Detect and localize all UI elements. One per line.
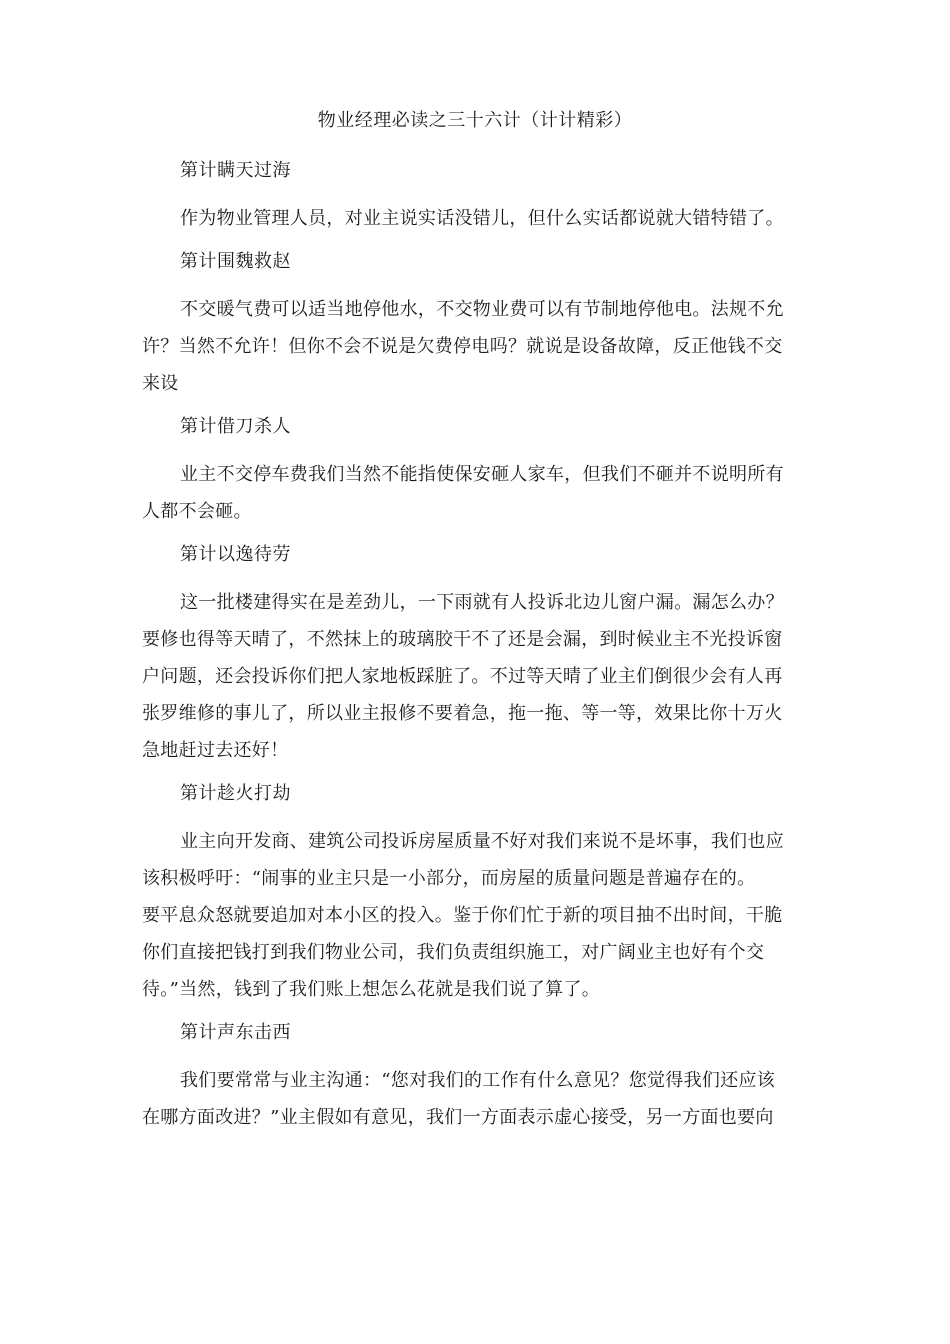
section [142, 540, 818, 779]
document-title: 物业经理必读之三十六计（计计精彩） [317, 110, 633, 131]
section-heading: 第计以逸待劳 [180, 544, 291, 565]
paragraph-line: 业主向开发商、建筑公司投诉房屋质量不好对我们来说不是坏事，我们也应 [180, 831, 784, 852]
paragraph-line: 你们直接把钱打到我们物业公司，我们负责组织施工，对广阔业主也好有个交 [142, 942, 765, 963]
paragraph-line: 许？当然不允许！但你不会不说是欠费停电吗？就说是设备故障，反正他钱不交 [142, 336, 783, 357]
section-paragraph [142, 456, 818, 530]
section-paragraph [142, 584, 818, 769]
paragraph-line: 张罗维修的事儿了，所以业主报修不要着急，拖一拖、等一等，效果比你十万火 [142, 703, 783, 724]
section-heading: 第计围魏救赵 [180, 251, 291, 272]
section [142, 156, 818, 247]
section-heading: 第计趁火打劫 [180, 783, 291, 804]
section-paragraph [142, 1062, 818, 1136]
section [142, 779, 818, 1018]
section-paragraph [142, 291, 818, 402]
paragraph-line: 待。”当然，钱到了我们账上想怎么花就是我们说了算了。 [142, 979, 600, 1000]
paragraph-line: 不交暖气费可以适当地停他水，不交物业费可以有节制地停他电。法规不允 [180, 299, 784, 320]
section-heading: 第计声东击西 [180, 1022, 291, 1043]
section-heading: 第计借刀杀人 [180, 416, 291, 437]
paragraph-line: 这一批楼建得实在是差劲儿，一下雨就有人投诉北边儿窗户漏。漏怎么办？ [180, 592, 784, 613]
paragraph-line: 该积极呼吁：“闹事的业主只是一小部分，而房屋的质量问题是普遍存在的。 [142, 868, 756, 889]
section [142, 1018, 818, 1136]
paragraph-line: 人都不会砸。 [142, 501, 252, 522]
paragraph-line: 户问题，还会投诉你们把人家地板踩脏了。不过等天晴了业主们倒很少会有人再 [142, 666, 783, 687]
section-heading: 第计瞒天过海 [180, 160, 291, 181]
paragraph-line: 业主不交停车费我们当然不能指使保安砸人家车，但我们不砸并不说明所有 [180, 464, 784, 485]
paragraph-line: 来设 [142, 373, 179, 394]
section [142, 247, 818, 412]
paragraph-line: 要平息众怒就要追加对本小区的投入。鉴于你们忙于新的项目抽不出时间，干脆 [142, 905, 783, 926]
paragraph-line: 急地赶过去还好！ [142, 740, 289, 761]
paragraph-line: 要修也得等天晴了，不然抹上的玻璃胶干不了还是会漏，到时候业主不光投诉窗 [142, 629, 783, 650]
paragraph-line: 在哪方面改进？”业主假如有意见，我们一方面表示虚心接受，另一方面也要向 [142, 1107, 774, 1128]
document-body [142, 156, 818, 1136]
section [142, 412, 818, 540]
paragraph-line: 作为物业管理人员，对业主说实话没错儿，但什么实话都说就大错特错了。 [180, 208, 784, 229]
section-paragraph [142, 200, 818, 237]
paragraph-line: 我们要常常与业主沟通：“您对我们的工作有什么意见？您觉得我们还应该 [180, 1070, 776, 1091]
section-paragraph [142, 823, 818, 1008]
